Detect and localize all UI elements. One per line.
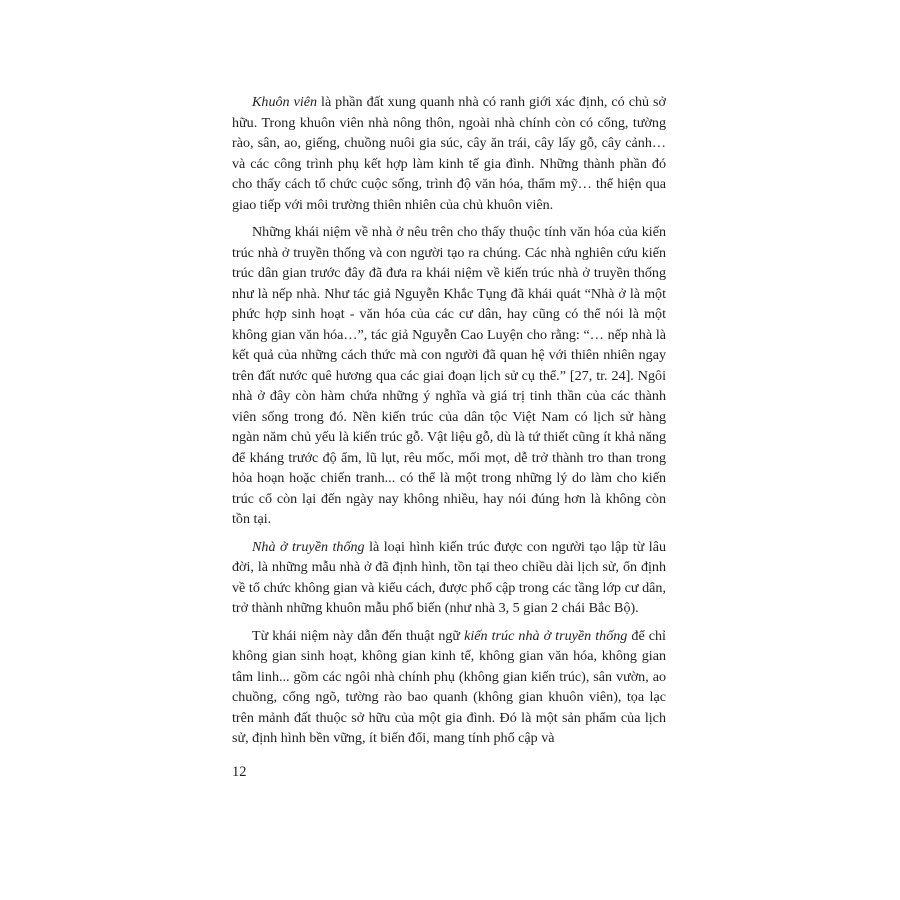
body-text — [232, 92, 666, 756]
paragraph-text: là phần đất xung quanh nhà có ranh giới xác định, có chủ sở hữu. Trong khuôn viên nhà nông thôn, ngoài nhà chính còn có cổng, tường rào, sân, ao, giếng, chuồng nuôi gia súc, cây ăn trái, cây lấy gỗ, cây cảnh… và các công trình phụ kết hợp làm kinh tế gia đình. Những thành phần đó cho thấy cách tổ chức cuộc sống, trình độ văn hóa, thẩm mỹ… thể hiện qua giao tiếp với môi trường thiên nhiên của chủ khuôn viên. — [232, 94, 666, 213]
page-number: 12 — [232, 764, 247, 780]
paragraph-text: là loại hình kiến trúc được con người tạo lập từ lâu đời, là những mẫu nhà ở đã định hình, tồn tại theo chiều dài lịch sử, ổn định về tổ chức không gian và kiểu cách, được phổ cập trong các tầng lớp cư dân, trở thành những khuôn mẫu phổ biến (như nhà 3, 5 gian 2 chái Bắc Bộ). — [232, 538, 667, 616]
paragraph-nha-o-truyen-thong — [232, 537, 666, 619]
term-nha-o-truyen-thong: Nhà ở truyền thống — [252, 538, 365, 555]
paragraph-text-lead: Từ khái niệm này dẫn đến thuật ngữ — [252, 627, 465, 644]
term-khuon-vien: Khuôn viên — [252, 94, 318, 110]
paragraph-thuat-ngu — [232, 626, 666, 749]
term-kien-truc-nha-o-truyen-thong: kiến trúc nhà ở truyền thống — [464, 627, 628, 644]
paragraph-khai-niem — [232, 222, 666, 530]
paragraph-text: Những khái niệm về nhà ở nêu trên cho thấy thuộc tính văn hóa của kiến trúc nhà ở truyền thống và con người tạo ra chúng. Các nhà nghiên cứu kiến trúc dân gian trước đây đã đưa ra khái niệm về kiến trúc nhà ở truyền thống như là nếp nhà. Như tác giả Nguyễn Khắc Tụng đã khái quát “Nhà ở là một phức hợp sinh hoạt - văn hóa của các cư dân, hay cũng có thể nói là một không gian văn hóa…”, tác giả Nguyễn Cao Luyện cho rằng: “… nếp nhà là kết quả của những cách thức mà con người đã quan hệ với thiên nhiên ngay trên đất nước quê hương qua các giai đoạn lịch sử cụ thể.” [27, tr. 24]. Ngôi nhà ở đây còn hàm chứa những ý nghĩa và giá trị tinh thần của các thành viên sống trong đó. Nền kiến trúc của dân tộc Việt Nam có lịch sử hàng ngàn năm chủ yếu là kiến trúc gỗ. Vật liệu gỗ, dù là tứ thiết cũng ít khả năng để kháng trước độ ẩm, lũ lụt, rêu mốc, mối mọt, dễ trở thành tro than trong hỏa hoạn hoặc chiến tranh... có thể là một trong những lý do làm cho kiến trúc cổ còn lại đến ngày nay không nhiều, hay nói đúng hơn là không còn tồn tại. — [232, 224, 666, 527]
paragraph-khuon-vien — [232, 92, 666, 215]
paragraph-text: để chỉ không gian sinh hoạt, không gian kinh tế, không gian văn hóa, không gian tâm linh... gồm các ngôi nhà chính phụ (không gian kiến trúc), sân vườn, ao chuồng, cổng ngõ, tường rào bao quanh (không gian khuôn viên), tọa lạc trên mảnh đất thuộc sở hữu của một gia đình. Đó là một sản phẩm của lịch sử, định hình bền vững, ít biến đổi, mang tính phổ cập và — [232, 627, 666, 746]
